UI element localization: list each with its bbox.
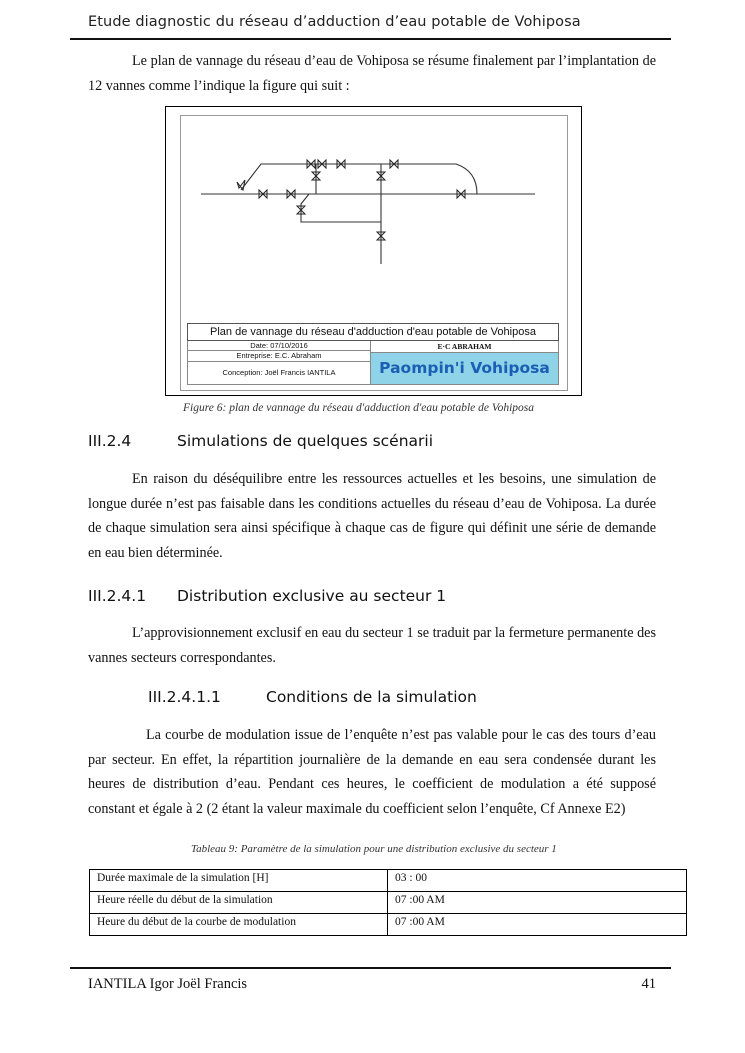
intro-paragraph: Le plan de vannage du réseau d’eau de Vohiposa se résume finalement par l’implantation de 12 vannes comme l’indique la figure qui suit : [88, 53, 656, 94]
page-number: 41 [641, 976, 656, 992]
figure-title: Plan de vannage du réseau d'adduction d'eau potable de Vohiposa [187, 323, 559, 341]
param-value: 03 : 00 [388, 870, 687, 892]
table-row [90, 914, 687, 936]
company-logo: E·C ABRAHAM [371, 341, 559, 353]
header-rule [70, 38, 671, 40]
param-label: Heure du début de la courbe de modulation [90, 914, 388, 936]
subsection-number: III.2.4.1 [88, 587, 147, 605]
simulation-paragraph: En raison du déséquilibre entre les ressources actuelles et les besoins, une simulation de longue durée n’est pas faisable dans les conditions actuelles du réseau d’eau de Vohiposa. La durée de chaque simulation sera ainsi spécifique à chaque cas de figure qui définit une série de demande en eau bien déterminée. [88, 471, 656, 561]
table-row [90, 870, 687, 892]
subsubsection-number: III.2.4.1.1 [148, 688, 221, 706]
brand-banner: Paompin'i Vohiposa [371, 353, 559, 385]
footer-rule [70, 967, 671, 969]
running-header: Etude diagnostic du réseau d’adduction d’eau potable de Vohiposa [88, 14, 581, 30]
table-row [90, 892, 687, 914]
figure-frame [180, 115, 568, 391]
parameters-table [89, 869, 687, 936]
section-number: III.2.4 [88, 432, 132, 450]
param-value: 07 :00 AM [388, 914, 687, 936]
subsection-title: Distribution exclusive au secteur 1 [177, 587, 447, 605]
figure-date: Date: 07/10/2016 [187, 341, 371, 351]
figure-designer: Conception: Joël Francis IANTILA [187, 362, 371, 385]
param-label: Durée maximale de la simulation [H] [90, 870, 388, 892]
param-value: 07 :00 AM [388, 892, 687, 914]
valve-icon [237, 160, 465, 240]
footer-author: IANTILA Igor Joël Francis [88, 976, 248, 992]
conditions-paragraph: La courbe de modulation issue de l’enquête n’est pas valable pour le cas des tours d’eau par secteur. En effet, la répartition journalière de la demande en eau sera condensée durant les heures de distribution d’eau. Pendant ces heures, le coefficient de modulation a été supposé constant et égale à 2 (2 étant la valeur maximale du coefficient selon l’enquête, Cf Annexe E2) [88, 727, 656, 817]
table-caption: Tableau 9: Paramètre de la simulation pour une distribution exclusive du secteur 1 [191, 843, 557, 855]
section-title: Simulations de quelques scénarii [177, 432, 434, 450]
figure-caption: Figure 6: plan de vannage du réseau d'adduction d'eau potable de Vohiposa [183, 402, 535, 414]
valve-plan-figure [165, 106, 582, 396]
figure-company: Entreprise: E.C. Abraham [187, 351, 371, 362]
subsubsection-title: Conditions de la simulation [266, 688, 477, 706]
param-label: Heure réelle du début de la simulation [90, 892, 388, 914]
distribution-paragraph: L’approvisionnement exclusif en eau du secteur 1 se traduit par la fermeture permanente des vannes secteurs correspondantes. [88, 625, 656, 666]
